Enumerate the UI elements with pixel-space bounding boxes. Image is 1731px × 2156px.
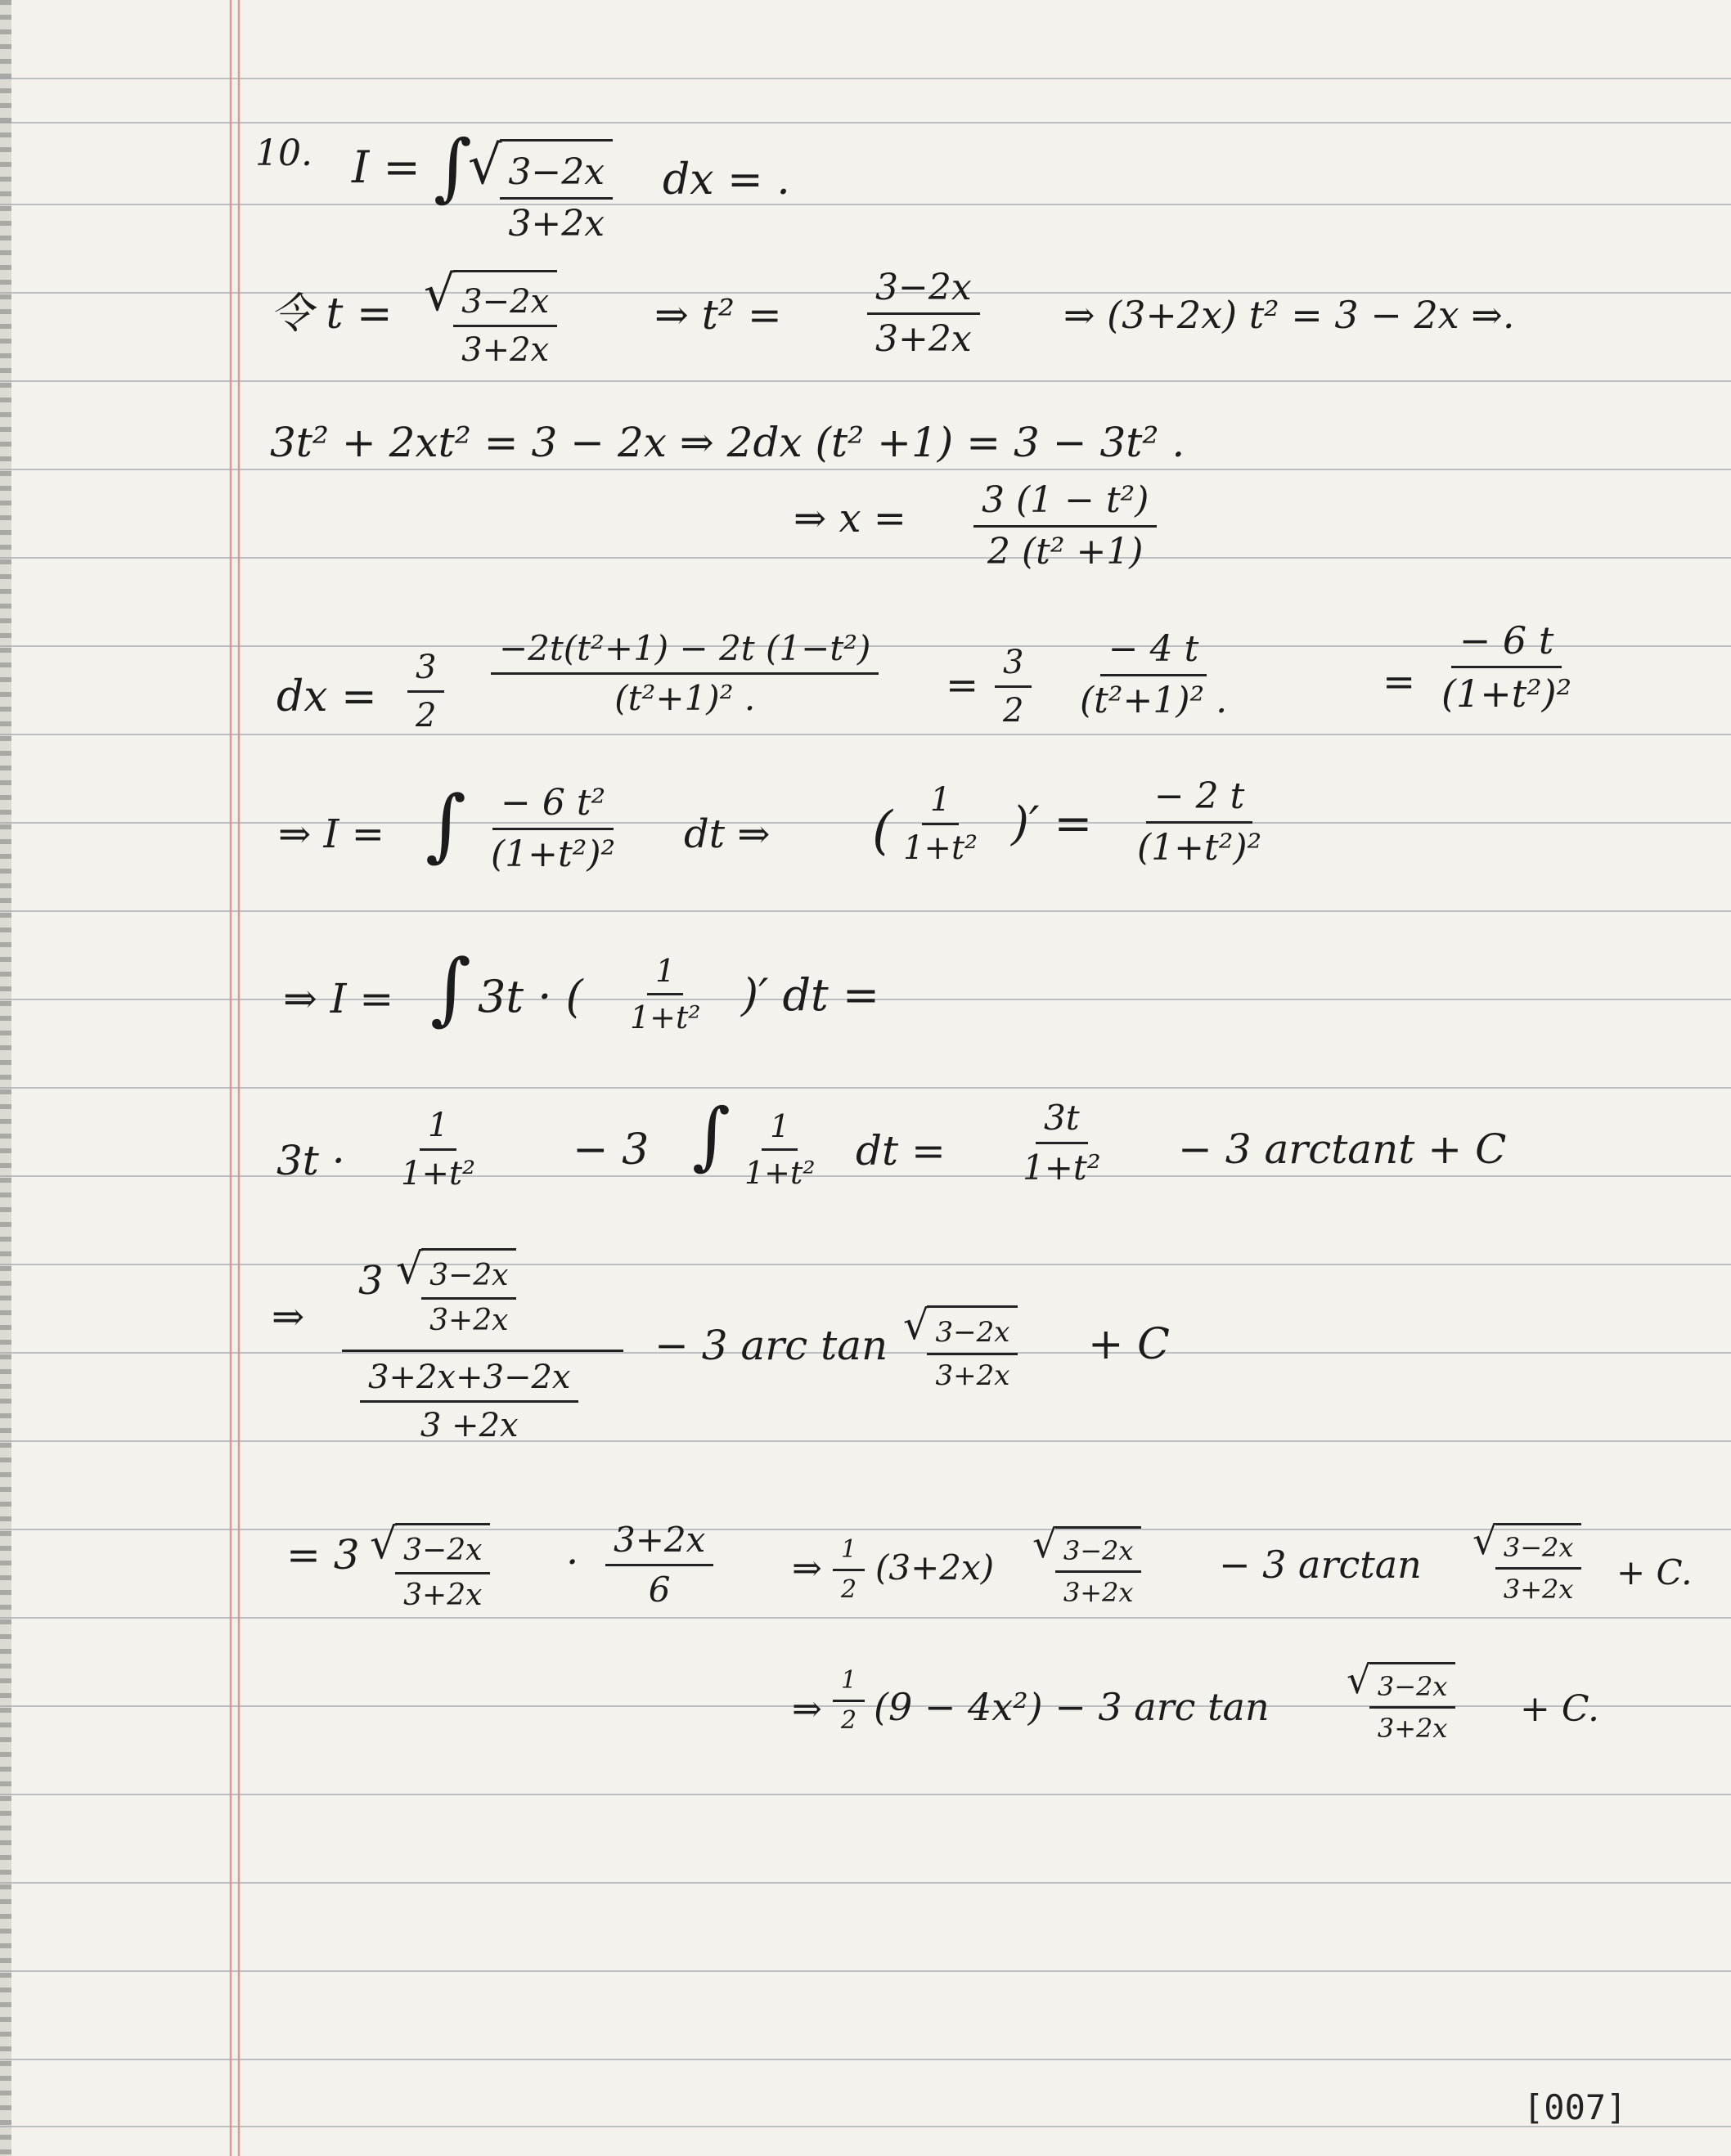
- line11-implies: ⇒: [792, 1688, 822, 1730]
- integral-sign: ∫: [430, 942, 472, 1034]
- line9-const: + C: [1088, 1320, 1170, 1369]
- line1-rhs: dx = .: [663, 155, 790, 204]
- line4-num: 3 (1 − t²): [973, 483, 1157, 528]
- line6-dd: 1+t²: [903, 829, 978, 867]
- line2-fden: 3+2x: [875, 318, 972, 360]
- line10-sn: 3−2x: [1055, 1538, 1142, 1573]
- line11-sd: 3+2x: [1377, 1713, 1448, 1744]
- line1-num: 3−2x: [500, 155, 613, 200]
- line2-den: 3+2x: [461, 331, 550, 369]
- line4-den: 2 (t² +1): [987, 531, 1144, 573]
- line5-f3n: − 6 t: [1451, 622, 1562, 668]
- line9-rest: − 3 arc tan: [654, 1322, 888, 1369]
- line8-frac1: [393, 1107, 483, 1193]
- line6-open: (: [872, 801, 892, 861]
- line1-root: √ $\frac{3-2x}{3+2x}$: [468, 139, 613, 242]
- line11-const: + C.: [1520, 1688, 1599, 1730]
- line5-eq2: =: [1383, 659, 1416, 705]
- line11-sn: 3−2x: [1369, 1673, 1456, 1709]
- line8-hn: 3t: [1036, 1101, 1088, 1144]
- line2-rest: ⇒ (3+2x) t² = 3 − 2x ⇒.: [1063, 293, 1515, 337]
- line5-frac1: [491, 628, 879, 718]
- line6-fn: − 6 t²: [492, 785, 614, 830]
- line8-a: 3t ·: [277, 1137, 345, 1184]
- line6-dt: dt ⇒: [684, 811, 771, 857]
- line6-rn: − 2 t: [1146, 779, 1253, 824]
- problem-number: 10.: [255, 133, 312, 174]
- page-number: [007]: [1523, 2087, 1627, 2127]
- line9-implies: ⇒: [272, 1294, 305, 1340]
- line10-implies: ⇒: [792, 1547, 822, 1589]
- line10-arctan: − 3 arctan: [1219, 1543, 1422, 1587]
- line2-fnum: 3−2x: [867, 270, 980, 315]
- line5-c2n: 3: [995, 646, 1032, 688]
- line10-const: + C.: [1616, 1552, 1693, 1592]
- line5-f2n: − 4 t: [1100, 631, 1207, 676]
- line9-rn: 3−2x: [421, 1261, 516, 1300]
- line11-root: √ $\frac{3-2x}{3+2x}$: [1347, 1662, 1455, 1741]
- line5-f1n: −2t(t²+1) − 2t (1−t²): [491, 631, 879, 675]
- line10-root: √ $\frac{3-2x}{3+2x}$: [370, 1523, 490, 1610]
- line6-frac: [483, 782, 623, 875]
- line6-fd: (1+t²)²: [491, 833, 616, 875]
- line8-frac2: [736, 1108, 824, 1191]
- line2-root: √ $\frac{3-2x}{3+2x}$: [424, 270, 557, 366]
- line10-rn: 3−2x: [395, 1536, 490, 1574]
- line6-result: [1129, 775, 1270, 869]
- line10-hd: 2: [841, 1575, 857, 1604]
- line5-f2d: (t²+1)² .: [1080, 680, 1228, 721]
- line6-rd: (1+t²)²: [1137, 827, 1262, 869]
- line5-frac3: [1433, 618, 1580, 716]
- line1-den: 3+2x: [508, 203, 605, 245]
- line4-lhs: ⇒ x =: [794, 496, 907, 541]
- line10-mid: (3+2x): [875, 1547, 995, 1588]
- line10-root2: √ $\frac{3-2x}{3+2x}$: [1032, 1526, 1141, 1606]
- line5-f1d: (t²+1)² .: [614, 678, 756, 718]
- line5-coef2: [995, 644, 1032, 730]
- line5-coef1: [407, 651, 444, 732]
- line8-fn: 1: [420, 1109, 456, 1151]
- line8-d: − 3 arctant + C: [1178, 1125, 1507, 1173]
- line10-eq: = 3: [286, 1531, 360, 1579]
- line2-lhs: 令 t =: [270, 290, 393, 339]
- integral-sign: ∫: [425, 779, 467, 870]
- line11-half: [833, 1666, 865, 1735]
- line5-c1d: 2: [416, 697, 437, 734]
- line5-lhs: dx =: [277, 672, 377, 721]
- line10-dot: ·: [566, 1539, 579, 1585]
- line9-root: √ $\frac{3-2x}{3+2x}$: [396, 1248, 516, 1336]
- line5-frac2: [1072, 628, 1235, 721]
- line10-td: 3+2x: [1503, 1574, 1574, 1605]
- line8-hd: 1+t²: [1023, 1148, 1101, 1188]
- line8-gd: 1+t²: [744, 1155, 816, 1191]
- line11-mid: (9 − 4x²) − 3 arc tan: [874, 1685, 1270, 1729]
- line8-gn: 1: [762, 1111, 798, 1151]
- line6-lhs: ⇒ I =: [278, 811, 384, 857]
- line1-lhs: I =: [352, 141, 420, 193]
- line7-frac: [622, 955, 709, 1033]
- line9-sd: 3+2x: [935, 1359, 1010, 1392]
- line7-rest: )′ dt =: [741, 969, 880, 1021]
- line7-mid: 3t · (: [478, 971, 583, 1022]
- line4-fraction: [973, 479, 1157, 573]
- line6-prime: )′ =: [1011, 797, 1093, 851]
- line2-num: 3−2x: [453, 285, 557, 327]
- line7-fd: 1+t²: [630, 999, 701, 1035]
- line8-frac3: [1014, 1098, 1109, 1188]
- line9-coef: 3: [358, 1258, 384, 1304]
- line2-fraction: [867, 267, 980, 360]
- line10-fn: 3+2x: [605, 1523, 713, 1566]
- line7-lhs: ⇒ I =: [283, 975, 394, 1022]
- line10-frac: [605, 1520, 713, 1610]
- line6-dn: 1: [922, 784, 959, 825]
- line10-sd: 3+2x: [1063, 1577, 1134, 1608]
- line5-c2d: 2: [1003, 692, 1024, 730]
- line9-dd: 3 +2x: [420, 1407, 519, 1444]
- line5-eq1: =: [946, 663, 979, 708]
- line9-sn: 3−2x: [927, 1318, 1018, 1355]
- line11-hd: 2: [841, 1706, 857, 1735]
- line10-half: [833, 1535, 865, 1604]
- line9-rd: 3+2x: [429, 1304, 509, 1337]
- line8-b: − 3: [573, 1125, 650, 1175]
- line10-fd: 6: [648, 1570, 671, 1610]
- line9-denominator: [360, 1361, 578, 1442]
- line8-fd: 1+t²: [401, 1155, 476, 1193]
- line7-fn: 1: [647, 955, 683, 995]
- line9-main-fraction-bar: [342, 1350, 623, 1352]
- line5-f3d: (1+t²)²: [1441, 672, 1572, 716]
- line8-c: dt =: [856, 1127, 946, 1175]
- line11-hn: 1: [833, 1669, 865, 1702]
- line10-tn: 3−2x: [1495, 1534, 1582, 1570]
- integral-sign: ∫: [434, 124, 472, 210]
- line3-text: 3t² + 2xt² = 3 − 2x ⇒ 2dx (t² +1) = 3 − 3t² .: [270, 419, 1185, 466]
- line10-hn: 1: [833, 1538, 865, 1571]
- line5-c1n: 3: [407, 651, 444, 693]
- line10-rd: 3+2x: [403, 1579, 483, 1612]
- line9-dn: 3+2x+3−2x: [360, 1361, 578, 1403]
- line10-root3: √ $\frac{3-2x}{3+2x}$: [1472, 1523, 1581, 1602]
- line2-implies: ⇒ t² =: [654, 291, 782, 339]
- line9-arctan-root: √ $\frac{3-2x}{3+2x}$: [903, 1305, 1018, 1390]
- line6-deriv-frac: [895, 781, 986, 867]
- integral-sign: ∫: [692, 1093, 731, 1179]
